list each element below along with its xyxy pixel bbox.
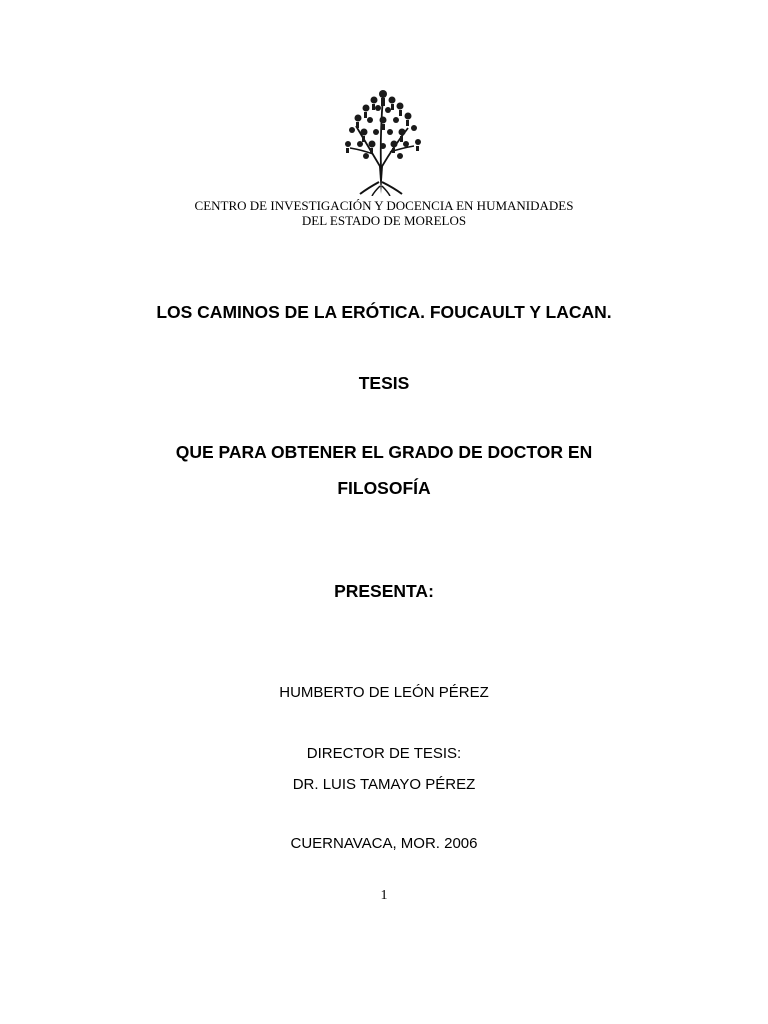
institution-name-line1: CENTRO DE INVESTIGACIÓN Y DOCENCIA EN HUMANIDADES [194,198,574,213]
presenta-heading: PRESENTA: [334,581,434,601]
degree-purpose-line2: FILOSOFÍA [337,478,431,498]
page-number: 1 [380,888,388,903]
tree-of-figures-logo [338,86,424,196]
thesis-title: LOS CAMINOS DE LA ERÓTICA. FOUCAULT Y LACAN. [156,302,612,322]
institution-name-line2: DEL ESTADO DE MORELOS [301,213,467,228]
director-name: DR. LUIS TAMAYO PÉREZ [292,776,476,793]
author-name: HUMBERTO DE LEÓN PÉREZ [279,684,489,701]
director-label: DIRECTOR DE TESIS: [306,745,462,762]
place-date: CUERNAVACA, MOR. 2006 [290,835,478,852]
degree-purpose-line1: QUE PARA OBTENER EL GRADO DE DOCTOR EN [175,442,593,462]
thesis-type: TESIS [358,373,410,393]
